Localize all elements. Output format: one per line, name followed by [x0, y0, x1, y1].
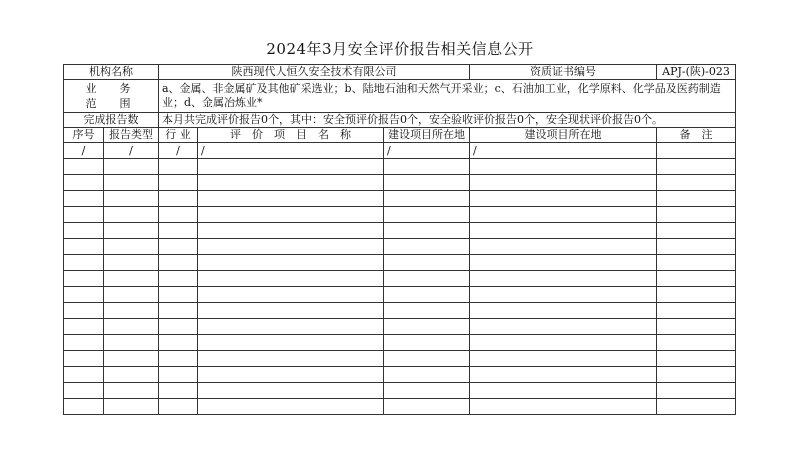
empty-cell: [64, 303, 104, 319]
empty-cell: [198, 367, 384, 383]
empty-cell: [198, 399, 384, 415]
empty-cell: [384, 191, 470, 207]
completed-reports-row: [64, 113, 736, 128]
empty-cell: [470, 383, 657, 399]
empty-cell: [64, 175, 104, 191]
empty-cell: [384, 223, 470, 239]
empty-cell: [384, 303, 470, 319]
report-table: [63, 64, 736, 415]
table-row: [64, 239, 736, 255]
empty-cell: [657, 399, 736, 415]
page-title: 2024年3月安全评价报告相关信息公开: [266, 40, 534, 58]
empty-cell: [104, 383, 159, 399]
empty-cell: [198, 287, 384, 303]
empty-cell: [384, 399, 470, 415]
empty-cell: [64, 271, 104, 287]
empty-cell: [159, 159, 198, 175]
business-scope-label-line2: 范 围: [85, 97, 137, 110]
empty-cell: [159, 335, 198, 351]
col-header-location-b: 建设项目所在地: [470, 128, 657, 143]
empty-cell: [64, 159, 104, 175]
empty-cell: [384, 255, 470, 271]
empty-cell: [104, 287, 159, 303]
cell-industry: /: [159, 143, 198, 159]
empty-cell: [198, 383, 384, 399]
col-header-report-type: 报告类型: [104, 128, 159, 143]
empty-cell: [104, 319, 159, 335]
empty-cell: [159, 207, 198, 223]
empty-cell: [64, 207, 104, 223]
empty-cell: [104, 207, 159, 223]
cell-location-b: /: [470, 143, 657, 159]
business-scope-label-line1: 业 务: [85, 82, 137, 95]
org-name-label: 机构名称: [64, 65, 159, 80]
empty-cell: [470, 191, 657, 207]
cell-location-a: /: [384, 143, 470, 159]
empty-cell: [64, 223, 104, 239]
empty-cell: [159, 383, 198, 399]
table-row: [64, 319, 736, 335]
empty-cell: [64, 255, 104, 271]
empty-cell: [470, 207, 657, 223]
completed-reports-label: 完成报告数: [64, 113, 159, 128]
empty-cell: [657, 367, 736, 383]
empty-cell: [159, 319, 198, 335]
empty-cell: [159, 175, 198, 191]
empty-cell: [470, 159, 657, 175]
business-scope-label: [64, 80, 159, 113]
empty-cell: [159, 367, 198, 383]
col-header-project-name: 评 价 项 目 名 称: [198, 128, 384, 143]
empty-cell: [384, 159, 470, 175]
col-header-remarks: 备 注: [657, 128, 736, 143]
empty-cell: [657, 207, 736, 223]
empty-rows: [64, 159, 736, 415]
empty-cell: [198, 319, 384, 335]
table-row: [64, 191, 736, 207]
empty-cell: [657, 351, 736, 367]
empty-cell: [159, 271, 198, 287]
table-row: [64, 287, 736, 303]
empty-cell: [657, 335, 736, 351]
cell-remarks: [657, 143, 736, 159]
empty-cell: [657, 287, 736, 303]
empty-cell: [104, 255, 159, 271]
empty-cell: [159, 287, 198, 303]
table-row: [64, 207, 736, 223]
empty-cell: [198, 223, 384, 239]
empty-cell: [470, 255, 657, 271]
table-row: [64, 351, 736, 367]
cell-seq: /: [64, 143, 104, 159]
empty-cell: [159, 239, 198, 255]
empty-cell: [159, 303, 198, 319]
empty-cell: [64, 239, 104, 255]
empty-cell: [657, 319, 736, 335]
empty-cell: [159, 351, 198, 367]
org-info-row: [64, 65, 736, 80]
empty-cell: [64, 399, 104, 415]
empty-cell: [198, 255, 384, 271]
empty-cell: [470, 271, 657, 287]
empty-cell: [104, 239, 159, 255]
empty-cell: [64, 335, 104, 351]
empty-cell: [384, 351, 470, 367]
empty-cell: [384, 287, 470, 303]
business-scope-row: [64, 80, 736, 113]
empty-cell: [470, 399, 657, 415]
empty-cell: [64, 191, 104, 207]
empty-cell: [657, 175, 736, 191]
completed-reports-value: 本月共完成评价报告0个，其中：安全预评价报告0个，安全验收评价报告0个，安全现状评价报告0个。: [159, 113, 736, 128]
empty-cell: [159, 191, 198, 207]
empty-cell: [384, 319, 470, 335]
empty-cell: [657, 303, 736, 319]
empty-cell: [384, 367, 470, 383]
table-row: [64, 159, 736, 175]
empty-cell: [198, 159, 384, 175]
col-header-industry: 行 业: [159, 128, 198, 143]
table-row: [64, 175, 736, 191]
empty-cell: [104, 367, 159, 383]
empty-cell: [64, 319, 104, 335]
empty-cell: [470, 223, 657, 239]
cert-number-value: APJ-(陕)-023: [657, 65, 736, 80]
table-header-row: [64, 128, 736, 143]
empty-cell: [104, 303, 159, 319]
empty-cell: [470, 287, 657, 303]
empty-cell: [657, 239, 736, 255]
empty-cell: [470, 351, 657, 367]
empty-cell: [198, 271, 384, 287]
cert-number-label: 资质证书编号: [470, 65, 657, 80]
table-row: [64, 383, 736, 399]
empty-cell: [198, 303, 384, 319]
empty-cell: [470, 303, 657, 319]
empty-cell: [657, 191, 736, 207]
empty-cell: [104, 335, 159, 351]
empty-cell: [470, 367, 657, 383]
empty-cell: [470, 319, 657, 335]
empty-cell: [198, 351, 384, 367]
empty-cell: [104, 191, 159, 207]
cell-project-name: /: [198, 143, 384, 159]
empty-cell: [657, 159, 736, 175]
empty-cell: [470, 239, 657, 255]
empty-cell: [104, 175, 159, 191]
cell-report-type: /: [104, 143, 159, 159]
empty-cell: [657, 271, 736, 287]
empty-cell: [104, 271, 159, 287]
table-row: [64, 303, 736, 319]
table-row: [64, 271, 736, 287]
empty-cell: [104, 351, 159, 367]
empty-cell: [384, 383, 470, 399]
empty-cell: [64, 367, 104, 383]
empty-cell: [198, 335, 384, 351]
empty-cell: [198, 207, 384, 223]
empty-cell: [198, 239, 384, 255]
empty-cell: [64, 351, 104, 367]
table-row: [64, 335, 736, 351]
empty-cell: [657, 255, 736, 271]
table-row: [64, 223, 736, 239]
col-header-seq: 序号: [64, 128, 104, 143]
org-name-value: 陕西现代人恒久安全技术有限公司: [159, 65, 470, 80]
empty-cell: [159, 255, 198, 271]
table-row: [64, 367, 736, 383]
empty-cell: [384, 207, 470, 223]
empty-cell: [657, 223, 736, 239]
empty-cell: [159, 223, 198, 239]
empty-cell: [159, 399, 198, 415]
col-header-location-a: 建设项目所在地: [384, 128, 470, 143]
empty-cell: [384, 335, 470, 351]
empty-cell: [657, 383, 736, 399]
table-row: [64, 255, 736, 271]
empty-cell: [384, 271, 470, 287]
empty-cell: [198, 191, 384, 207]
business-scope-value: a、金属、非金属矿及其他矿采选业；b、陆地石油和天然气开采业；c、石油加工业，化学原料、化学品及医药制造业；d、金属冶炼业*: [159, 80, 736, 113]
empty-cell: [104, 399, 159, 415]
empty-cell: [104, 223, 159, 239]
empty-cell: [104, 159, 159, 175]
table-row: [64, 399, 736, 415]
empty-cell: [470, 175, 657, 191]
empty-cell: [384, 239, 470, 255]
table-row: [64, 143, 736, 159]
empty-cell: [384, 175, 470, 191]
empty-cell: [64, 383, 104, 399]
empty-cell: [470, 335, 657, 351]
empty-cell: [198, 175, 384, 191]
empty-cell: [64, 287, 104, 303]
